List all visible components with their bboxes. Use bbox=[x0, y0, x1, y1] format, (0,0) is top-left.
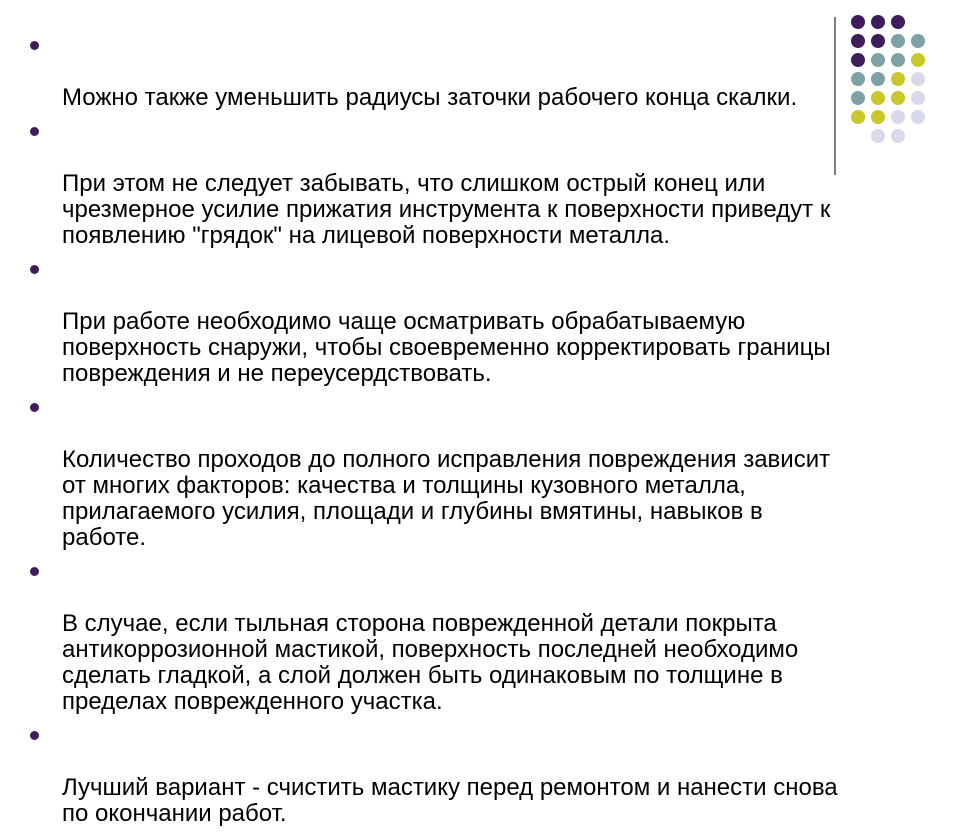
bullet-item bbox=[28, 33, 843, 111]
decor-dot bbox=[871, 129, 885, 143]
bullet-icon bbox=[30, 731, 39, 740]
bullet-icon bbox=[30, 127, 39, 136]
decor-dot bbox=[891, 110, 905, 124]
bullet-text: Можно также уменьшить радиусы заточки рабочего конца скалки. bbox=[62, 84, 798, 111]
bullet-text: При работе необходимо чаще осматривать обрабатываемую поверхность снаружи, чтобы своевременно корректировать границы повреждения и не переусердствовать. bbox=[62, 308, 831, 387]
decor-dot bbox=[891, 91, 905, 105]
bullet-icon bbox=[30, 567, 39, 576]
decor-dot bbox=[871, 34, 885, 48]
bullet-item bbox=[28, 559, 843, 715]
decor-dot bbox=[891, 15, 905, 29]
decor-dot bbox=[911, 110, 925, 124]
decor-dot bbox=[871, 15, 885, 29]
decor-dot bbox=[891, 72, 905, 86]
bullet-icon bbox=[30, 41, 39, 50]
bullet-icon bbox=[30, 403, 39, 412]
decor-dot bbox=[911, 72, 925, 86]
decor-dot bbox=[851, 72, 865, 86]
bullet-text: Количество проходов до полного исправления повреждения зависит от многих факторов: качества и толщины кузовного металла, прилагаемого усилия, площади и глубины вмятины, навыков в работе. bbox=[62, 446, 831, 551]
bullet-item bbox=[28, 119, 843, 249]
bullet-list bbox=[28, 33, 843, 835]
decor-dot bbox=[911, 91, 925, 105]
decor-dot bbox=[851, 34, 865, 48]
bullet-icon bbox=[30, 265, 39, 274]
decor-dot bbox=[891, 129, 905, 143]
decor-dot bbox=[871, 53, 885, 67]
bullet-text: При этом не следует забывать, что слишком острый конец или чрезмерное усилие прижатия инструмента к поверхности приведут к появлению "грядок" на лицевой поверхности металла. bbox=[62, 170, 831, 249]
decorative-dot-grid bbox=[846, 13, 946, 153]
decor-dot bbox=[851, 110, 865, 124]
decor-dot bbox=[911, 34, 925, 48]
decor-dot bbox=[871, 110, 885, 124]
decor-dot bbox=[871, 91, 885, 105]
decor-dot bbox=[891, 34, 905, 48]
decor-dot bbox=[851, 15, 865, 29]
bullet-text: Лучший вариант - счистить мастику перед ремонтом и нанести снова по окончании работ. bbox=[62, 774, 838, 827]
decor-dot bbox=[911, 53, 925, 67]
decor-dot bbox=[851, 91, 865, 105]
bullet-item bbox=[28, 723, 843, 827]
decor-dot bbox=[851, 53, 865, 67]
bullet-item bbox=[28, 257, 843, 387]
decor-dot bbox=[871, 72, 885, 86]
bullet-text: В случае, если тыльная сторона поврежденной детали покрыта антикоррозионной мастикой, поверхность последней необходимо сделать гладкой, а слой должен быть одинаковым по толщине в пределах поврежденного участка. bbox=[62, 610, 799, 715]
decor-dot bbox=[891, 53, 905, 67]
bullet-item bbox=[28, 395, 843, 551]
